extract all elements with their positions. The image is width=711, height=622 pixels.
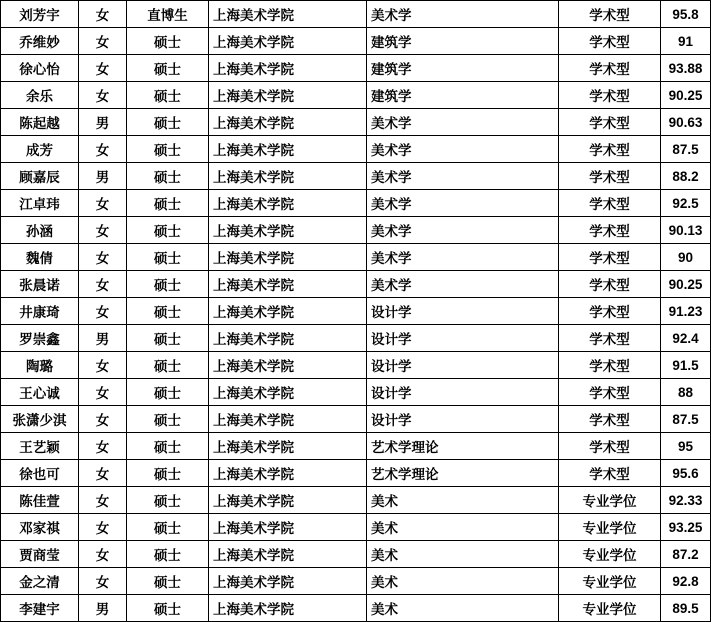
cell-score: 93.25	[661, 514, 711, 541]
cell-degree: 硕士	[127, 541, 209, 568]
cell-school: 上海美术学院	[209, 487, 367, 514]
cell-school: 上海美术学院	[209, 244, 367, 271]
cell-school: 上海美术学院	[209, 136, 367, 163]
cell-degree: 硕士	[127, 82, 209, 109]
table-row	[1, 595, 711, 622]
cell-score: 93.88	[661, 55, 711, 82]
table-row	[1, 217, 711, 244]
cell-major: 美术	[367, 514, 559, 541]
cell-school: 上海美术学院	[209, 352, 367, 379]
cell-school: 上海美术学院	[209, 298, 367, 325]
table-row	[1, 433, 711, 460]
cell-degree: 硕士	[127, 136, 209, 163]
cell-name: 井康琦	[1, 298, 79, 325]
cell-gender: 女	[79, 136, 127, 163]
table-row	[1, 568, 711, 595]
cell-type: 学术型	[559, 163, 661, 190]
cell-major: 艺术学理论	[367, 460, 559, 487]
cell-score: 90.25	[661, 82, 711, 109]
cell-name: 王艺颖	[1, 433, 79, 460]
cell-major: 美术	[367, 595, 559, 622]
cell-gender: 女	[79, 190, 127, 217]
cell-gender: 女	[79, 568, 127, 595]
cell-score: 92.33	[661, 487, 711, 514]
cell-major: 美术学	[367, 190, 559, 217]
cell-degree: 硕士	[127, 514, 209, 541]
cell-school: 上海美术学院	[209, 217, 367, 244]
cell-score: 95.8	[661, 1, 711, 28]
cell-school: 上海美术学院	[209, 55, 367, 82]
cell-gender: 女	[79, 217, 127, 244]
cell-school: 上海美术学院	[209, 109, 367, 136]
table-row	[1, 1, 711, 28]
cell-name: 徐也可	[1, 460, 79, 487]
cell-type: 专业学位	[559, 568, 661, 595]
cell-degree: 硕士	[127, 433, 209, 460]
cell-score: 90	[661, 244, 711, 271]
cell-type: 专业学位	[559, 541, 661, 568]
cell-gender: 女	[79, 298, 127, 325]
cell-school: 上海美术学院	[209, 460, 367, 487]
cell-school: 上海美术学院	[209, 433, 367, 460]
cell-major: 美术学	[367, 217, 559, 244]
cell-name: 成芳	[1, 136, 79, 163]
cell-type: 学术型	[559, 109, 661, 136]
cell-degree: 硕士	[127, 271, 209, 298]
cell-degree: 硕士	[127, 460, 209, 487]
cell-score: 90.13	[661, 217, 711, 244]
cell-gender: 女	[79, 271, 127, 298]
cell-school: 上海美术学院	[209, 1, 367, 28]
cell-gender: 女	[79, 55, 127, 82]
cell-gender: 女	[79, 406, 127, 433]
table-row	[1, 271, 711, 298]
cell-name: 张晨诺	[1, 271, 79, 298]
cell-type: 学术型	[559, 352, 661, 379]
cell-major: 设计学	[367, 298, 559, 325]
cell-degree: 硕士	[127, 487, 209, 514]
cell-major: 美术学	[367, 271, 559, 298]
cell-gender: 男	[79, 109, 127, 136]
table-row	[1, 28, 711, 55]
cell-major: 美术	[367, 568, 559, 595]
table-row	[1, 487, 711, 514]
cell-name: 邓家祺	[1, 514, 79, 541]
cell-school: 上海美术学院	[209, 28, 367, 55]
cell-major: 建筑学	[367, 55, 559, 82]
cell-type: 学术型	[559, 217, 661, 244]
cell-major: 设计学	[367, 325, 559, 352]
cell-gender: 女	[79, 1, 127, 28]
cell-degree: 硕士	[127, 163, 209, 190]
cell-major: 美术学	[367, 1, 559, 28]
cell-type: 学术型	[559, 82, 661, 109]
cell-name: 魏倩	[1, 244, 79, 271]
cell-gender: 女	[79, 514, 127, 541]
table-row	[1, 298, 711, 325]
cell-name: 余乐	[1, 82, 79, 109]
cell-score: 87.5	[661, 136, 711, 163]
cell-major: 美术学	[367, 244, 559, 271]
cell-school: 上海美术学院	[209, 568, 367, 595]
cell-major: 美术学	[367, 163, 559, 190]
cell-name: 金之清	[1, 568, 79, 595]
cell-gender: 男	[79, 163, 127, 190]
table-row	[1, 136, 711, 163]
cell-gender: 女	[79, 379, 127, 406]
cell-gender: 女	[79, 487, 127, 514]
cell-major: 设计学	[367, 406, 559, 433]
cell-school: 上海美术学院	[209, 379, 367, 406]
cell-type: 学术型	[559, 136, 661, 163]
cell-school: 上海美术学院	[209, 541, 367, 568]
cell-score: 87.2	[661, 541, 711, 568]
cell-gender: 女	[79, 244, 127, 271]
cell-major: 美术学	[367, 136, 559, 163]
cell-gender: 男	[79, 595, 127, 622]
cell-school: 上海美术学院	[209, 163, 367, 190]
cell-type: 学术型	[559, 55, 661, 82]
cell-score: 89.5	[661, 595, 711, 622]
table-row	[1, 109, 711, 136]
cell-school: 上海美术学院	[209, 190, 367, 217]
cell-gender: 女	[79, 541, 127, 568]
table-row	[1, 163, 711, 190]
cell-major: 美术学	[367, 109, 559, 136]
cell-score: 95.6	[661, 460, 711, 487]
cell-type: 学术型	[559, 406, 661, 433]
cell-degree: 硕士	[127, 28, 209, 55]
cell-name: 顾嘉辰	[1, 163, 79, 190]
cell-degree: 硕士	[127, 406, 209, 433]
cell-major: 艺术学理论	[367, 433, 559, 460]
table-row	[1, 541, 711, 568]
cell-type: 学术型	[559, 460, 661, 487]
cell-name: 江卓玮	[1, 190, 79, 217]
cell-type: 学术型	[559, 433, 661, 460]
cell-score: 91.5	[661, 352, 711, 379]
cell-degree: 直博生	[127, 1, 209, 28]
table-row	[1, 325, 711, 352]
cell-school: 上海美术学院	[209, 514, 367, 541]
cell-degree: 硕士	[127, 568, 209, 595]
cell-score: 90.25	[661, 271, 711, 298]
cell-name: 徐心怡	[1, 55, 79, 82]
cell-school: 上海美术学院	[209, 595, 367, 622]
cell-type: 专业学位	[559, 514, 661, 541]
cell-degree: 硕士	[127, 595, 209, 622]
cell-score: 92.8	[661, 568, 711, 595]
table-row	[1, 406, 711, 433]
cell-type: 学术型	[559, 379, 661, 406]
cell-degree: 硕士	[127, 352, 209, 379]
table-row	[1, 82, 711, 109]
cell-type: 学术型	[559, 325, 661, 352]
cell-name: 李建宇	[1, 595, 79, 622]
cell-score: 87.5	[661, 406, 711, 433]
cell-major: 设计学	[367, 379, 559, 406]
cell-major: 建筑学	[367, 28, 559, 55]
table-row	[1, 55, 711, 82]
cell-degree: 硕士	[127, 325, 209, 352]
cell-name: 陶璐	[1, 352, 79, 379]
cell-name: 孙涵	[1, 217, 79, 244]
cell-gender: 女	[79, 82, 127, 109]
cell-gender: 男	[79, 325, 127, 352]
cell-gender: 女	[79, 352, 127, 379]
table-row	[1, 190, 711, 217]
cell-type: 学术型	[559, 244, 661, 271]
cell-type: 学术型	[559, 190, 661, 217]
cell-major: 美术	[367, 487, 559, 514]
cell-degree: 硕士	[127, 298, 209, 325]
cell-school: 上海美术学院	[209, 271, 367, 298]
cell-type: 学术型	[559, 271, 661, 298]
cell-type: 学术型	[559, 298, 661, 325]
cell-score: 88	[661, 379, 711, 406]
cell-score: 92.4	[661, 325, 711, 352]
cell-degree: 硕士	[127, 109, 209, 136]
cell-name: 陈佳萱	[1, 487, 79, 514]
cell-score: 90.63	[661, 109, 711, 136]
table-row	[1, 352, 711, 379]
cell-name: 乔维妙	[1, 28, 79, 55]
cell-major: 建筑学	[367, 82, 559, 109]
cell-score: 95	[661, 433, 711, 460]
cell-score: 91.23	[661, 298, 711, 325]
cell-type: 学术型	[559, 1, 661, 28]
cell-degree: 硕士	[127, 244, 209, 271]
cell-school: 上海美术学院	[209, 82, 367, 109]
cell-major: 美术	[367, 541, 559, 568]
cell-name: 贾商莹	[1, 541, 79, 568]
cell-gender: 女	[79, 433, 127, 460]
cell-name: 刘芳宇	[1, 1, 79, 28]
table-body	[1, 1, 711, 622]
cell-name: 陈起越	[1, 109, 79, 136]
cell-degree: 硕士	[127, 190, 209, 217]
cell-degree: 硕士	[127, 379, 209, 406]
cell-degree: 硕士	[127, 55, 209, 82]
cell-score: 88.2	[661, 163, 711, 190]
cell-type: 专业学位	[559, 487, 661, 514]
cell-type: 专业学位	[559, 595, 661, 622]
cell-type: 学术型	[559, 28, 661, 55]
cell-score: 92.5	[661, 190, 711, 217]
cell-school: 上海美术学院	[209, 406, 367, 433]
cell-gender: 女	[79, 460, 127, 487]
table-row	[1, 244, 711, 271]
table-row	[1, 514, 711, 541]
table-row	[1, 460, 711, 487]
cell-name: 张潇少淇	[1, 406, 79, 433]
cell-major: 设计学	[367, 352, 559, 379]
cell-score: 91	[661, 28, 711, 55]
cell-name: 王心诚	[1, 379, 79, 406]
cell-gender: 女	[79, 28, 127, 55]
cell-name: 罗崇鑫	[1, 325, 79, 352]
table-row	[1, 379, 711, 406]
cell-degree: 硕士	[127, 217, 209, 244]
cell-school: 上海美术学院	[209, 325, 367, 352]
